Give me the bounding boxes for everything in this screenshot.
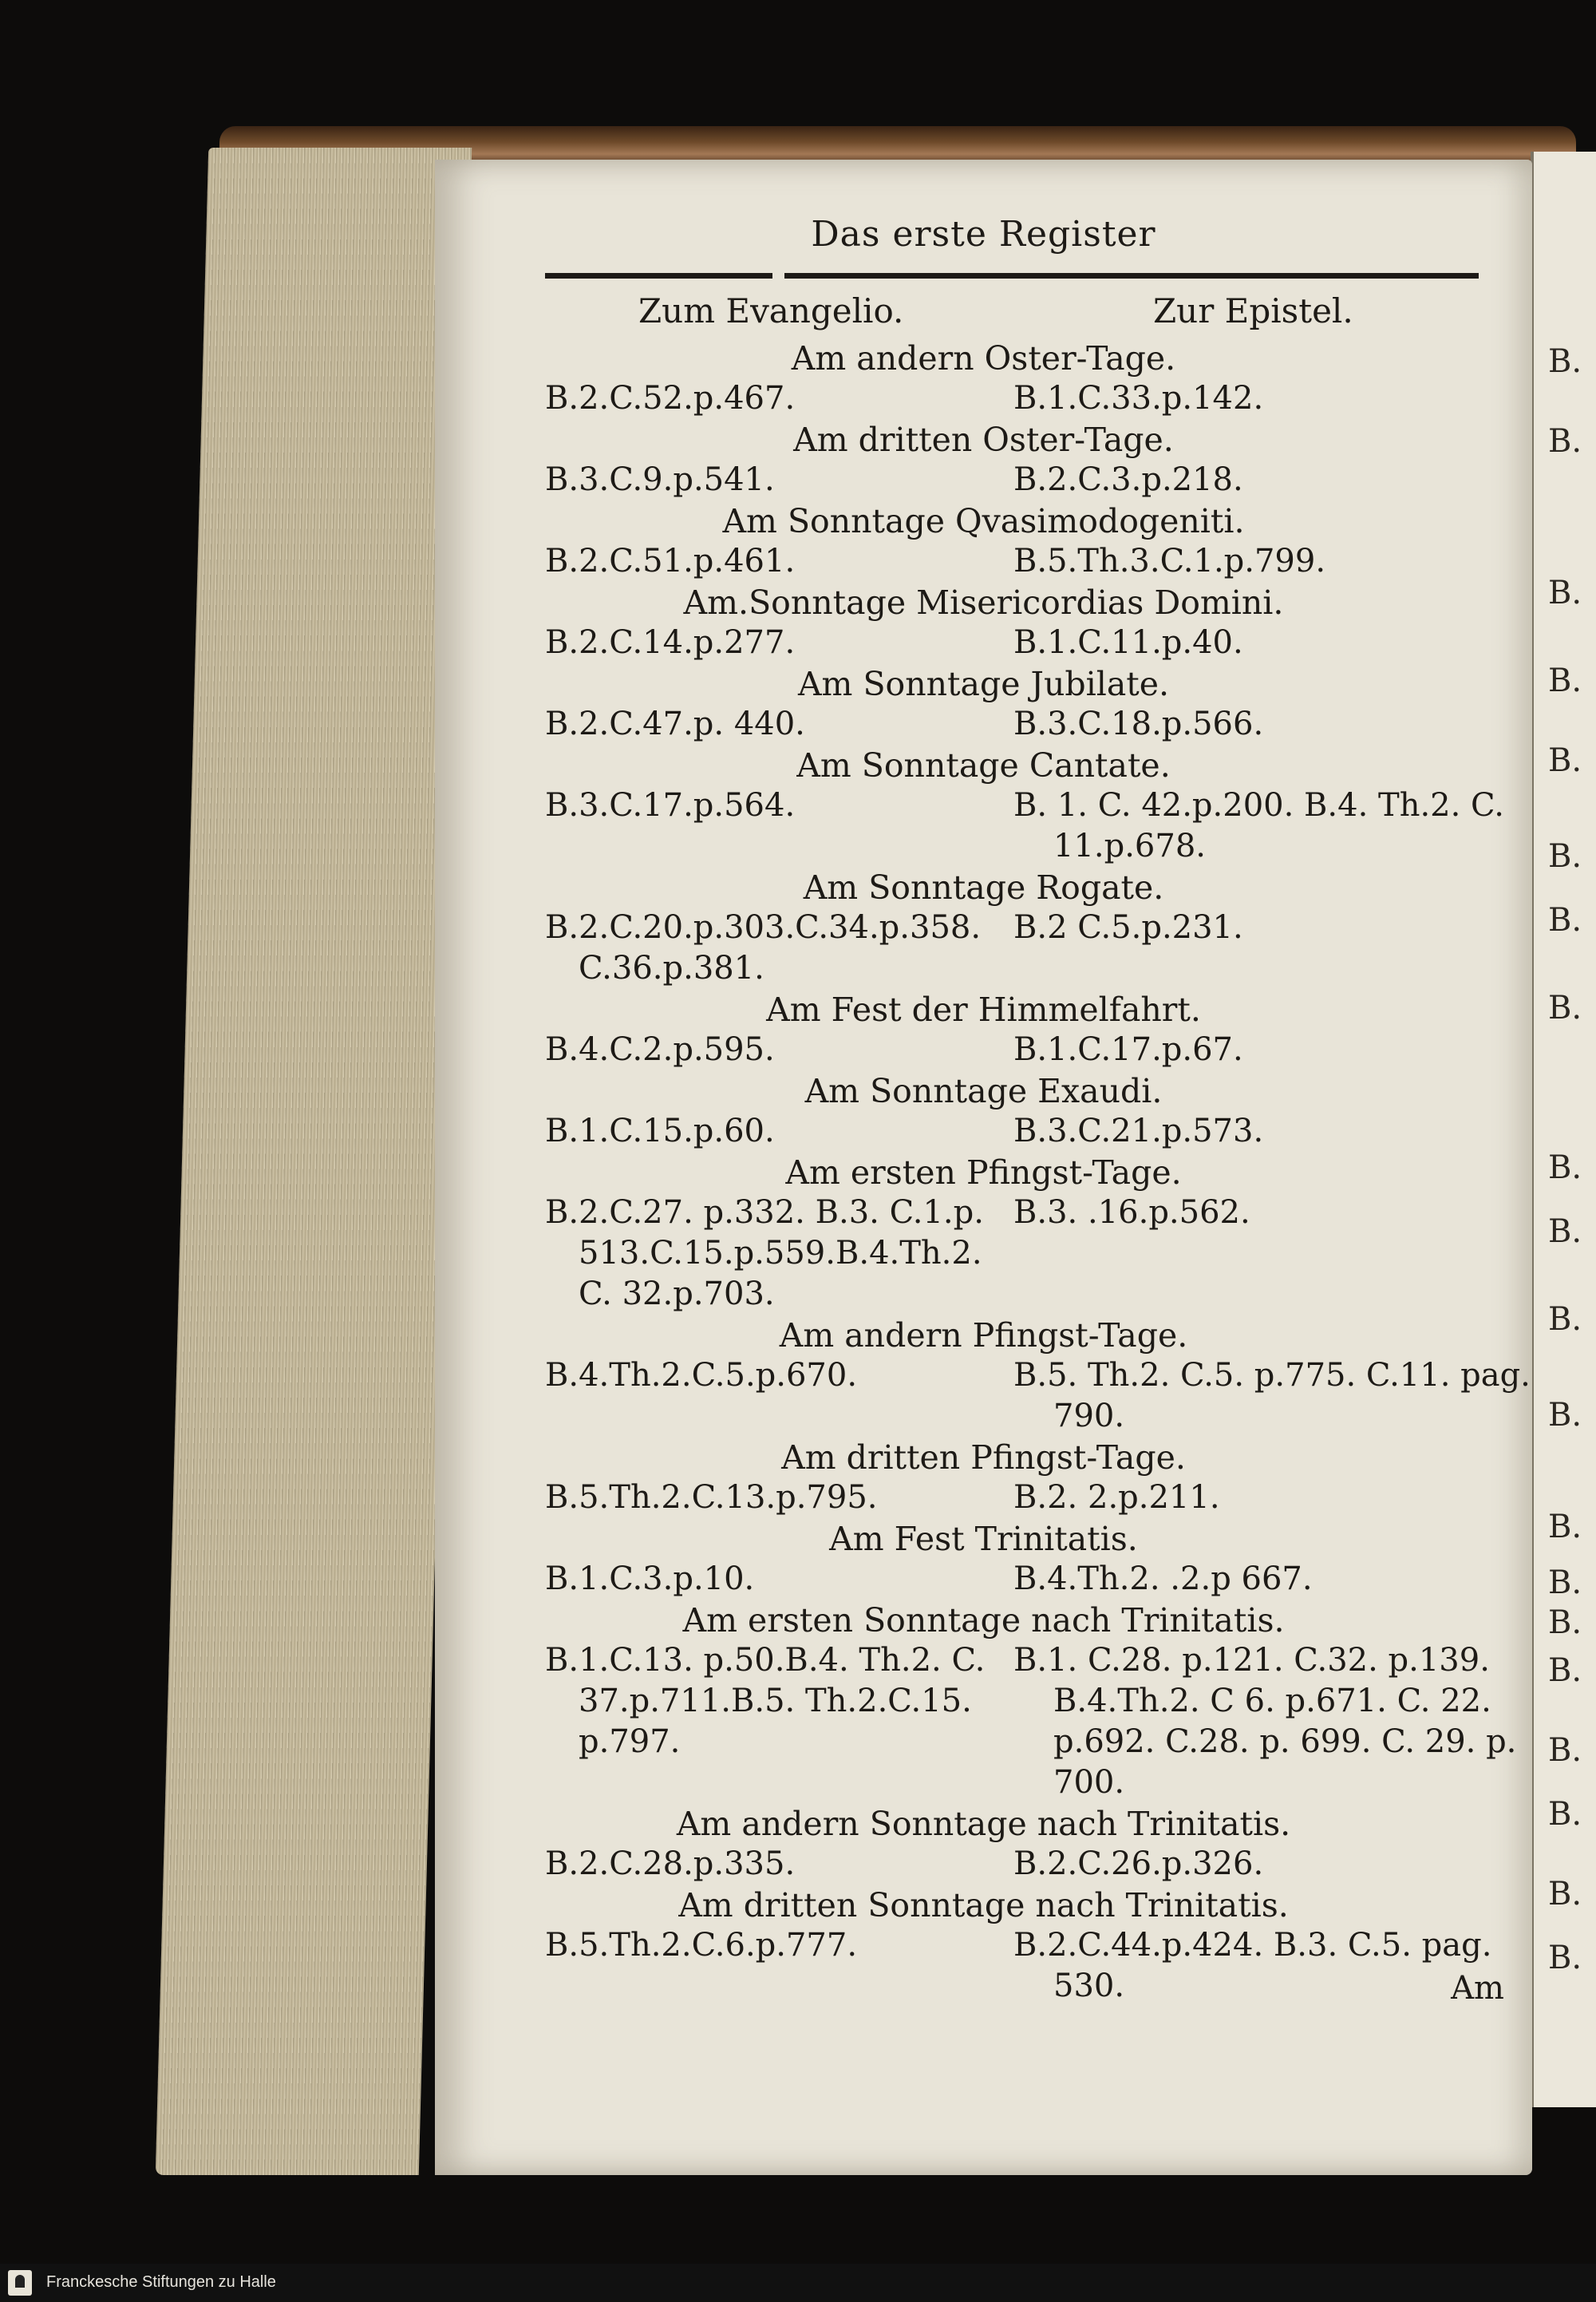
epistel-reference: 530. bbox=[1053, 1968, 1125, 2004]
facing-page-fragment: B. bbox=[1548, 1149, 1582, 1186]
facing-page-fragment: B. bbox=[1548, 1213, 1582, 1250]
evangelio-reference: p.797. bbox=[579, 1723, 681, 1760]
facing-page-fragment: B. bbox=[1548, 990, 1582, 1026]
evangelio-reference: B.4.C.2.p.595. bbox=[545, 1031, 775, 1068]
epistel-reference: 790. bbox=[1053, 1398, 1125, 1434]
epistel-reference: B.5.Th.3.C.1.p.799. bbox=[1013, 543, 1326, 579]
column-heading-epistel: Zur Epistel. bbox=[1153, 291, 1353, 330]
evangelio-reference: B.2.C.52.p.467. bbox=[545, 380, 796, 417]
entry-heading: Am andern Oster-Tage. bbox=[791, 339, 1176, 378]
epistel-reference: p.692. C.28. p. 699. C. 29. p. bbox=[1053, 1723, 1517, 1760]
entry-heading: Am dritten Pfingst-Tage. bbox=[781, 1438, 1186, 1477]
entry-heading: Am dritten Oster-Tage. bbox=[793, 421, 1174, 459]
epistel-reference: B.2.C.44.p.424. B.3. C.5. pag. bbox=[1013, 1927, 1492, 1964]
evangelio-reference: 37.p.711.B.5. Th.2.C.15. bbox=[579, 1683, 972, 1719]
epistel-reference: B.3. .16.p.562. bbox=[1013, 1194, 1250, 1231]
entry-heading: Am Sonntage Cantate. bbox=[796, 746, 1171, 785]
entry-heading: Am dritten Sonntage nach Trinitatis. bbox=[678, 1886, 1289, 1924]
epistel-reference: B.3.C.21.p.573. bbox=[1013, 1113, 1264, 1149]
epistel-reference: B.4.Th.2. .2.p 667. bbox=[1013, 1560, 1313, 1597]
footer-institution: Franckesche Stiftungen zu Halle bbox=[46, 2273, 276, 2291]
evangelio-reference: B.1.C.15.p.60. bbox=[545, 1113, 775, 1149]
facing-page-fragment: B. bbox=[1548, 1397, 1582, 1434]
register-page bbox=[435, 160, 1532, 2175]
evangelio-reference: B.1.C.3.p.10. bbox=[545, 1560, 755, 1597]
entry-heading: Am Fest Trinitatis. bbox=[829, 1520, 1138, 1558]
footer-bar bbox=[0, 2264, 1596, 2302]
facing-page-fragment: B. bbox=[1548, 1509, 1582, 1545]
evangelio-reference: C. 32.p.703. bbox=[579, 1276, 775, 1312]
epistel-reference: B.2 C.5.p.231. bbox=[1013, 909, 1243, 946]
epistel-reference: B.2.C.26.p.326. bbox=[1013, 1845, 1264, 1882]
evangelio-reference: B.2.C.47.p. 440. bbox=[545, 706, 805, 742]
entry-heading: Am Fest der Himmelfahrt. bbox=[766, 991, 1201, 1029]
evangelio-reference: B.5.Th.2.C.13.p.795. bbox=[545, 1479, 878, 1516]
entry-heading: Am ersten Pfingst-Tage. bbox=[785, 1153, 1182, 1192]
facing-page-fragment: B. bbox=[1548, 1301, 1582, 1338]
institution-logo-icon bbox=[8, 2270, 32, 2296]
entry-heading: Am.Sonntage Misericordias Domini. bbox=[683, 583, 1284, 622]
facing-page-fragment: B. bbox=[1548, 742, 1582, 779]
evangelio-reference: B.1.C.13. p.50.B.4. Th.2. C. bbox=[545, 1642, 986, 1679]
facing-page-fragment: B. bbox=[1548, 343, 1582, 380]
evangelio-reference: B.3.C.17.p.564. bbox=[545, 787, 796, 824]
column-heading-evangelio: Zum Evangelio. bbox=[638, 291, 904, 330]
entry-heading: Am Sonntage Rogate. bbox=[803, 868, 1164, 907]
running-head: Das erste Register bbox=[811, 214, 1156, 255]
facing-page-fragment: B. bbox=[1548, 663, 1582, 699]
entry-heading: Am ersten Sonntage nach Trinitatis. bbox=[682, 1601, 1285, 1639]
epistel-reference: 11.p.678. bbox=[1053, 828, 1206, 864]
entry-heading: Am andern Sonntage nach Trinitatis. bbox=[676, 1805, 1291, 1843]
facing-page bbox=[1531, 152, 1596, 2107]
epistel-reference: B.1.C.33.p.142. bbox=[1013, 380, 1264, 417]
entry-heading: Am Sonntage Jubilate. bbox=[797, 665, 1170, 703]
epistel-reference: B.5. Th.2. C.5. p.775. C.11. pag. bbox=[1013, 1357, 1531, 1394]
evangelio-reference: B.2.C.27. p.332. B.3. C.1.p. bbox=[545, 1194, 984, 1231]
evangelio-reference: B.3.C.9.p.541. bbox=[545, 461, 775, 498]
evangelio-reference: B.2.C.28.p.335. bbox=[545, 1845, 796, 1882]
epistel-reference: 700. bbox=[1053, 1764, 1125, 1801]
head-rule-right bbox=[784, 273, 1479, 279]
entry-heading: Am andern Pfingst-Tage. bbox=[779, 1316, 1188, 1355]
epistel-reference: B. 1. C. 42.p.200. B.4. Th.2. C. bbox=[1013, 787, 1504, 824]
epistel-reference: B.2. 2.p.211. bbox=[1013, 1479, 1220, 1516]
facing-page-fragment: B. bbox=[1548, 1796, 1582, 1833]
epistel-reference: B.4.Th.2. C 6. p.671. C. 22. bbox=[1053, 1683, 1491, 1719]
evangelio-reference: 513.C.15.p.559.B.4.Th.2. bbox=[579, 1235, 982, 1272]
facing-page-fragment: B. bbox=[1548, 902, 1582, 939]
entry-heading: Am Sonntage Qvasimodogeniti. bbox=[722, 502, 1245, 540]
facing-page-fragment: B. bbox=[1548, 1876, 1582, 1912]
facing-page-fragment: B. bbox=[1548, 423, 1582, 460]
facing-page-fragment: B. bbox=[1548, 1604, 1582, 1641]
facing-page-fragment: B. bbox=[1548, 1652, 1582, 1689]
facing-page-fragment: B. bbox=[1548, 838, 1582, 875]
evangelio-reference: B.2.C.14.p.277. bbox=[545, 624, 796, 661]
evangelio-reference: B.4.Th.2.C.5.p.670. bbox=[545, 1357, 858, 1394]
epistel-reference: B.2.C.3.p.218. bbox=[1013, 461, 1243, 498]
evangelio-reference: B.2.C.20.p.303.C.34.p.358. bbox=[545, 909, 982, 946]
head-rule-left bbox=[545, 273, 772, 279]
epistel-reference: B.1.C.11.p.40. bbox=[1013, 624, 1243, 661]
entry-heading: Am Sonntage Exaudi. bbox=[804, 1072, 1163, 1110]
evangelio-reference: C.36.p.381. bbox=[579, 950, 764, 987]
facing-page-fragment: B. bbox=[1548, 1732, 1582, 1769]
facing-page-fragment: B. bbox=[1548, 1940, 1582, 1976]
epistel-reference: B.1. C.28. p.121. C.32. p.139. bbox=[1013, 1642, 1490, 1679]
epistel-reference: B.3.C.18.p.566. bbox=[1013, 706, 1264, 742]
facing-page-fragment: B. bbox=[1548, 575, 1582, 611]
catchword: Am bbox=[1451, 1970, 1504, 2007]
evangelio-reference: B.5.Th.2.C.6.p.777. bbox=[545, 1927, 858, 1964]
book-page-edges bbox=[156, 148, 472, 2175]
epistel-reference: B.1.C.17.p.67. bbox=[1013, 1031, 1243, 1068]
evangelio-reference: B.2.C.51.p.461. bbox=[545, 543, 796, 579]
facing-page-fragment: B. bbox=[1548, 1564, 1582, 1601]
